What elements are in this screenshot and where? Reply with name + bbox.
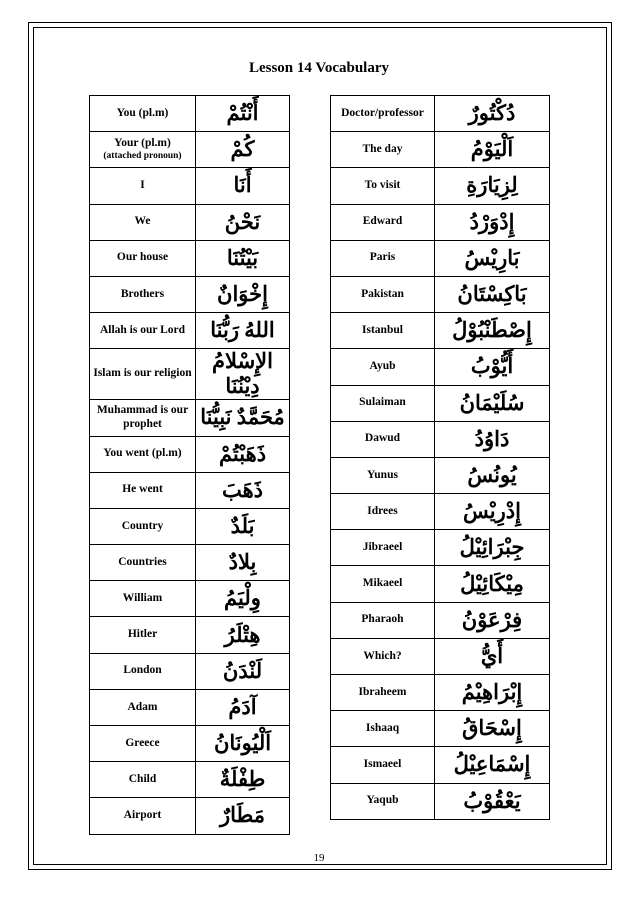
arabic-term-text: أنا (233, 173, 252, 198)
arabic-term-text: أنتم (226, 101, 259, 126)
vocabulary-table-left (89, 95, 290, 835)
english-term-text: Country (121, 519, 164, 532)
arabic-term (435, 96, 550, 132)
english-term-text: Istanbul (362, 323, 403, 336)
arabic-term (196, 132, 290, 168)
arabic-term (435, 566, 550, 602)
english-term-text: Allah is our Lord (99, 323, 186, 336)
english-term-text: You went (pl.m) (103, 447, 182, 460)
vocabulary-table-left-body (90, 96, 290, 835)
arabic-term-text: سليمان (459, 390, 525, 415)
arabic-term (196, 472, 290, 508)
vocab-row (90, 581, 290, 617)
arabic-term (196, 617, 290, 653)
vocab-row (90, 653, 290, 689)
arabic-term (435, 132, 550, 168)
english-term (90, 581, 196, 617)
english-term-text: You (pl.m) (116, 106, 169, 119)
english-term-text: Pharaoh (361, 613, 404, 626)
english-term-text: Ismaeel (363, 758, 402, 771)
english-term-text: Ayub (369, 360, 396, 372)
english-term (331, 132, 435, 168)
arabic-term (435, 711, 550, 747)
arabic-term-text: بلاد (228, 550, 257, 575)
vocab-row (331, 566, 550, 602)
arabic-term-text: يونس (467, 462, 517, 487)
english-term (331, 494, 435, 530)
english-term (331, 602, 435, 638)
english-term (331, 204, 435, 240)
english-term (331, 783, 435, 819)
arabic-term-text: لندن (222, 658, 263, 683)
english-term-text: Idrees (367, 504, 398, 517)
arabic-term (435, 421, 550, 457)
vocab-row (90, 726, 290, 762)
arabic-term (196, 168, 290, 204)
english-term-text: Paris (369, 251, 396, 264)
english-term-text: Sulaiman (359, 396, 406, 409)
arabic-term-text: طفلة (219, 767, 266, 792)
arabic-term-text: إخوان (217, 282, 268, 307)
vocabulary-table-right-body (331, 96, 550, 820)
english-term (331, 240, 435, 276)
english-term-text: Ibraheem (358, 685, 407, 698)
english-term (331, 530, 435, 566)
arabic-term (196, 653, 290, 689)
vocab-row (331, 711, 550, 747)
arabic-term (435, 638, 550, 674)
english-term (331, 96, 435, 132)
vocab-row (331, 240, 550, 276)
vocab-row (331, 276, 550, 312)
vocab-row (90, 204, 290, 240)
arabic-term-text: جبرائيل (459, 535, 525, 560)
arabic-term (435, 457, 550, 493)
english-term (90, 132, 196, 168)
arabic-term-text: دكتور (468, 101, 516, 126)
arabic-term-text: إسحاق (462, 716, 522, 741)
english-term-text: He went (122, 483, 163, 496)
english-term (90, 436, 196, 472)
vocab-row (90, 762, 290, 798)
arabic-term-text: ذهب (221, 477, 264, 502)
arabic-term-text: إدورد (469, 209, 515, 234)
arabic-term-text: اليونان (213, 731, 272, 756)
arabic-term-text: إسماعيل (453, 752, 531, 777)
page-number: 19 (313, 852, 325, 864)
arabic-term (196, 313, 290, 349)
arabic-term (196, 798, 290, 834)
english-term (90, 168, 196, 204)
arabic-term-text: الله ربنا (210, 318, 275, 343)
arabic-term (196, 508, 290, 544)
vocab-row (331, 168, 550, 204)
arabic-term-text: مطار (219, 803, 266, 828)
vocab-row (331, 747, 550, 783)
arabic-term (196, 689, 290, 725)
english-term (90, 204, 196, 240)
arabic-term-text: إدريس (463, 499, 521, 524)
english-term-text: Hitler (127, 628, 158, 641)
english-term (90, 508, 196, 544)
page-title: Lesson 14 Vocabulary (248, 60, 390, 76)
vocab-row (331, 204, 550, 240)
arabic-term-text: فرعون (461, 607, 523, 632)
vocab-row (331, 457, 550, 493)
arabic-term-text: أي (480, 643, 504, 668)
arabic-term-text: لزيارة (466, 173, 518, 198)
english-term (90, 96, 196, 132)
vocab-row (90, 313, 290, 349)
arabic-term-text: باكستان (457, 282, 527, 307)
vocab-row (331, 675, 550, 711)
vocab-row (90, 508, 290, 544)
arabic-term (435, 168, 550, 204)
vocab-row (331, 385, 550, 421)
english-term-text: Greece (125, 736, 160, 749)
arabic-term-text: إبراهيم (461, 680, 523, 705)
english-term (90, 689, 196, 725)
arabic-term-text: باريس (464, 245, 520, 270)
arabic-term (435, 494, 550, 530)
english-term-text: Which? (363, 649, 402, 662)
arabic-term-text: إصطنبول (452, 318, 532, 343)
english-term (90, 472, 196, 508)
arabic-term-text: اليوم (470, 137, 514, 162)
arabic-term-text: نحن (224, 209, 261, 234)
english-term (331, 638, 435, 674)
arabic-term (435, 675, 550, 711)
english-term-text: To visit (364, 179, 401, 192)
english-term-text: Jibraeel (362, 540, 403, 553)
english-term (90, 400, 196, 436)
english-term (331, 711, 435, 747)
english-term-text: I (140, 179, 145, 192)
arabic-term-text: وليم (224, 586, 261, 611)
vocab-row (90, 689, 290, 725)
vocab-row (90, 617, 290, 653)
english-term-text: Brothers (120, 287, 165, 300)
arabic-term (196, 400, 290, 436)
english-term-text: Ishaaq (365, 721, 400, 734)
arabic-term-text: كم (230, 137, 255, 162)
arabic-term (196, 96, 290, 132)
arabic-term-text: ذهبتم (218, 441, 267, 466)
arabic-term (196, 726, 290, 762)
arabic-term (435, 530, 550, 566)
arabic-term (435, 240, 550, 276)
arabic-term (435, 349, 550, 385)
english-term-text: Adam (127, 700, 158, 713)
vocab-row (331, 530, 550, 566)
arabic-term-text: الإسلام ديننا (212, 349, 273, 399)
vocab-row (90, 240, 290, 276)
vocabulary-table-right (330, 95, 550, 820)
arabic-term (196, 545, 290, 581)
arabic-term-text: بيتنا (226, 245, 259, 270)
vocab-row (331, 96, 550, 132)
english-term-text: Islam is our religion (93, 367, 192, 380)
arabic-term (435, 747, 550, 783)
vocab-row (90, 472, 290, 508)
english-term-text: Your (pl.m) (114, 137, 171, 150)
english-term-note: (attached pronoun) (103, 150, 182, 161)
vocab-row (90, 349, 290, 400)
arabic-term-text: هتلر (224, 622, 261, 647)
vocab-row (90, 545, 290, 581)
vocab-row (331, 638, 550, 674)
arabic-term (435, 313, 550, 349)
english-term-text: William (122, 591, 163, 604)
english-term (90, 617, 196, 653)
english-term (331, 421, 435, 457)
vocab-row (331, 349, 550, 385)
english-term-text: Child (128, 772, 157, 785)
english-term (90, 240, 196, 276)
vocab-row (331, 494, 550, 530)
english-term (331, 385, 435, 421)
english-term-text: Doctor/professor (341, 106, 424, 119)
arabic-term (196, 240, 290, 276)
arabic-term (435, 204, 550, 240)
vocab-row (331, 602, 550, 638)
arabic-term (435, 602, 550, 638)
english-term (90, 762, 196, 798)
vocab-row (90, 276, 290, 312)
arabic-term (435, 385, 550, 421)
vocab-row (331, 783, 550, 819)
english-term (90, 349, 196, 400)
vocab-row (90, 400, 290, 436)
english-term-text: Mikaeel (362, 577, 403, 590)
arabic-term (435, 783, 550, 819)
arabic-term (196, 436, 290, 472)
english-term (331, 168, 435, 204)
arabic-term-text: آدم (228, 694, 257, 719)
arabic-term-text: محمد نبينا (200, 405, 285, 430)
arabic-term-text: ميكائيل (460, 571, 524, 596)
arabic-term-text: بلد (230, 513, 255, 538)
arabic-term (196, 276, 290, 312)
english-term (90, 726, 196, 762)
english-term-text: London (123, 664, 162, 677)
arabic-term (196, 204, 290, 240)
vocab-row (331, 313, 550, 349)
english-term (331, 457, 435, 493)
vocab-row (90, 436, 290, 472)
arabic-term (196, 762, 290, 798)
english-term (331, 566, 435, 602)
vocab-row (90, 168, 290, 204)
english-term (331, 747, 435, 783)
arabic-term (196, 581, 290, 617)
english-term (90, 313, 196, 349)
english-term-text: Muhammad is our prophet (96, 404, 189, 430)
vocab-row (90, 798, 290, 834)
vocab-row (90, 96, 290, 132)
arabic-term-text: داود (474, 426, 510, 451)
english-term-text: Airport (123, 809, 162, 822)
english-term (331, 313, 435, 349)
english-term-text: Our house (116, 251, 169, 264)
english-term-text: Edward (362, 215, 403, 228)
vocab-row (90, 132, 290, 168)
arabic-term (196, 349, 290, 400)
arabic-term-text: أيوب (470, 354, 514, 379)
english-term-text: Pakistan (361, 287, 404, 300)
english-term-text: Yaqub (366, 794, 399, 807)
english-term-text: Yunus (367, 468, 398, 481)
arabic-term (435, 276, 550, 312)
arabic-term-text: يعقوب (463, 788, 521, 813)
english-term (90, 653, 196, 689)
english-term (331, 675, 435, 711)
english-term (90, 276, 196, 312)
english-term (90, 545, 196, 581)
english-term (331, 349, 435, 385)
vocab-row (331, 132, 550, 168)
english-term-text: Dawud (364, 432, 401, 445)
english-term (331, 276, 435, 312)
english-term (90, 798, 196, 834)
vocab-row (331, 421, 550, 457)
english-term-text: We (134, 215, 151, 228)
english-term-text: The day (362, 142, 403, 155)
english-term-text: Countries (118, 555, 167, 568)
